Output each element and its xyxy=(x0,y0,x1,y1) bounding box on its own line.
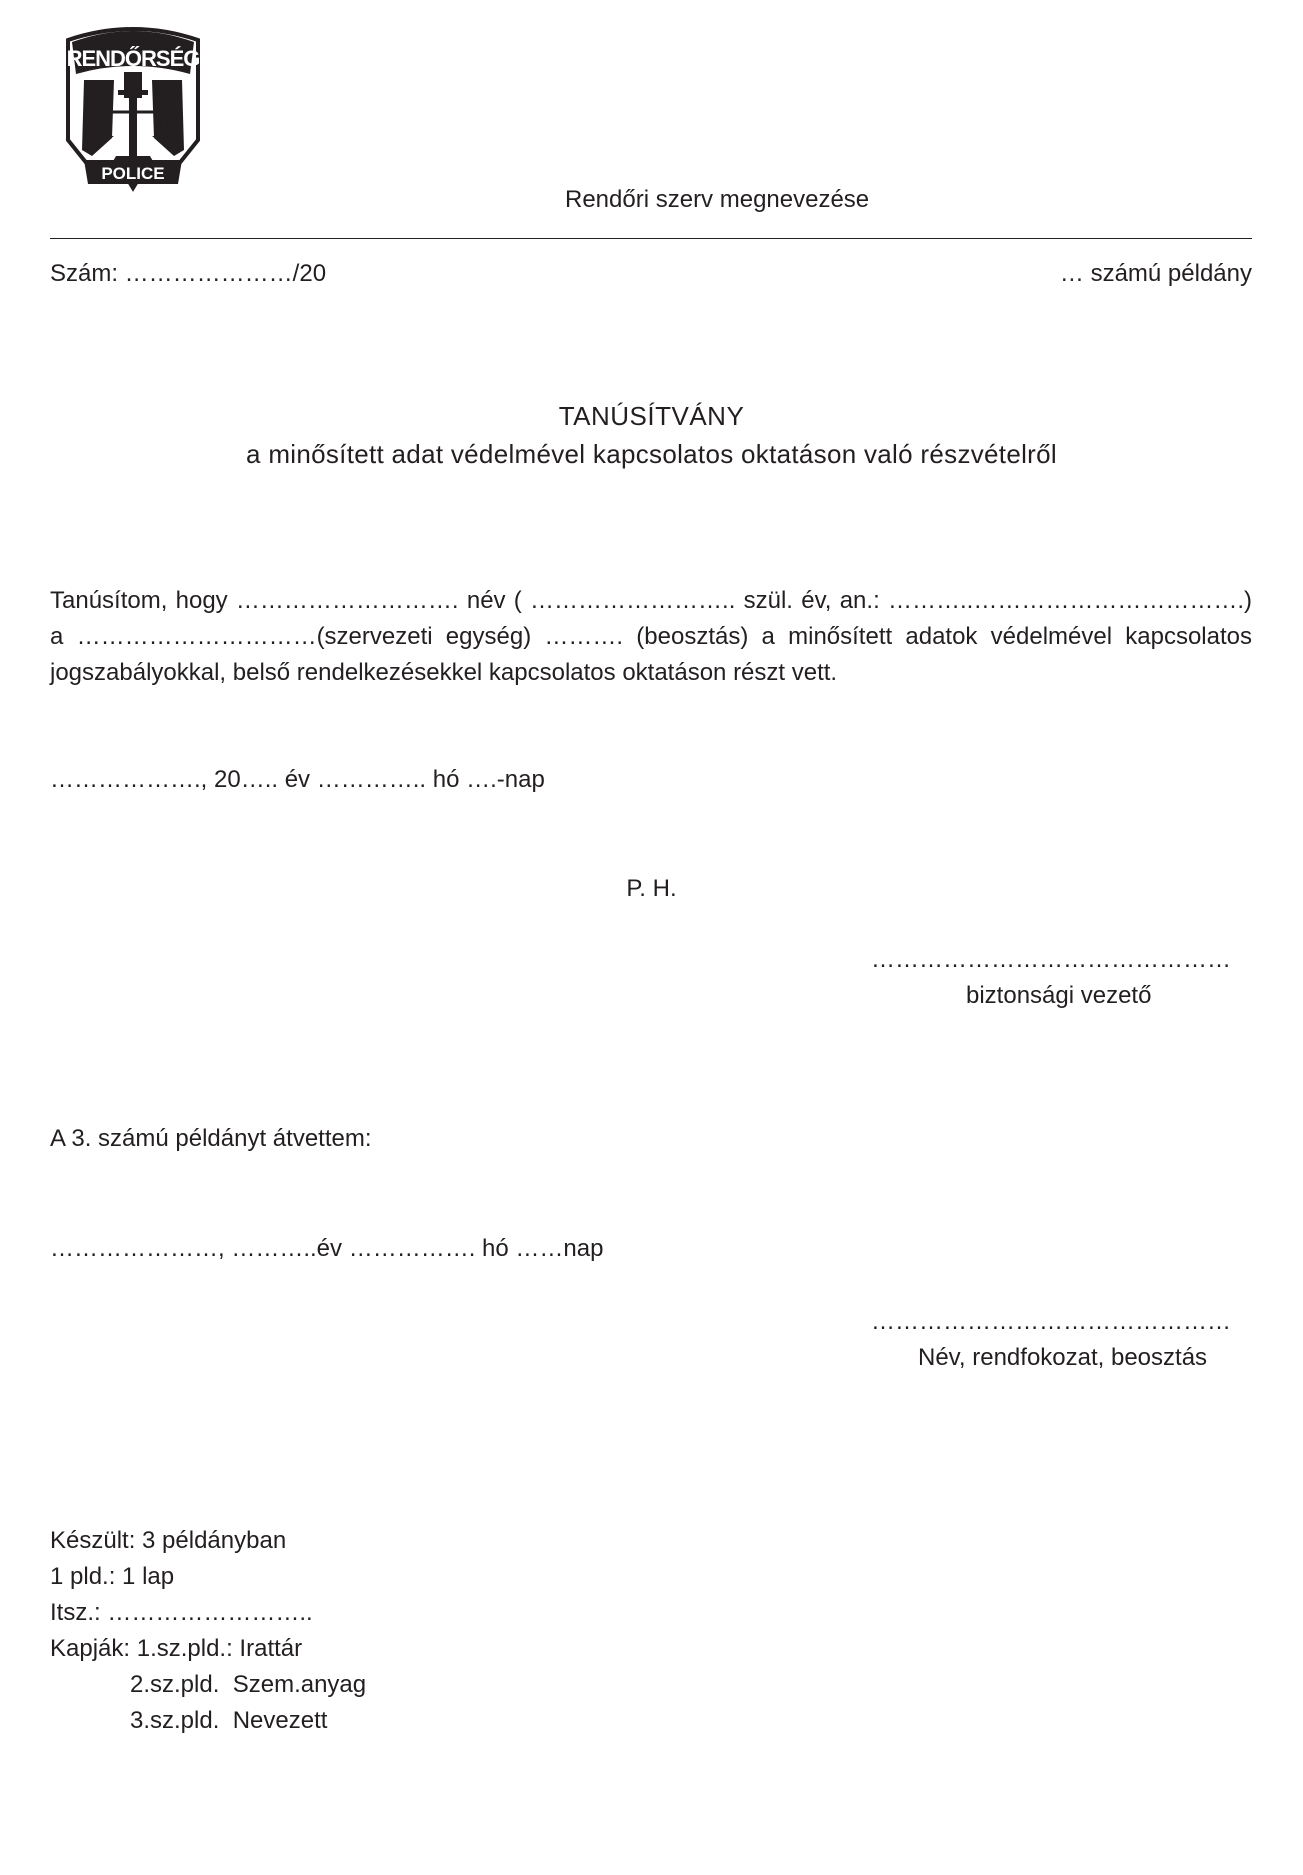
certificate-body xyxy=(50,583,1252,691)
receipt-text: A 3. számú példányt átvettem: xyxy=(50,1125,372,1152)
body-line: jogszabályokkal, belső rendelkezésekkel kapcsolatos oktatáson részt vett. xyxy=(50,659,838,686)
copies-made: Készült: 3 példányban xyxy=(50,1527,287,1554)
svg-text:RENDŐRSÉG: RENDŐRSÉG xyxy=(66,46,200,71)
file-reference: Itsz.: …………………….. xyxy=(50,1599,313,1626)
document-subtitle: a minősített adat védelmével kapcsolatos oktatáson való részvételről xyxy=(246,439,1057,469)
signature-line: ……………………………………… xyxy=(871,946,1231,973)
stamp-placeholder: P. H. xyxy=(626,875,677,902)
copy-number: … számú példány xyxy=(1059,260,1252,287)
issue-date-line: ………………., 20….. év ………….. hó ….-nap xyxy=(50,766,545,793)
document-number: Szám: …………………/20 xyxy=(50,260,327,287)
police-logo xyxy=(62,20,204,206)
body-line: a …………………………(szervezeti egység) ………. (beosztás) a minősített adatok védelmével kapcsolatos xyxy=(50,623,1252,650)
header-divider xyxy=(50,238,1252,239)
svg-text:POLICE: POLICE xyxy=(101,164,165,183)
signature-label: biztonsági vezető xyxy=(966,982,1152,1009)
recipient-item: 2.sz.pld. Szem.anyag xyxy=(130,1671,367,1698)
organization-name-placeholder: Rendőri szerv megnevezése xyxy=(565,186,870,213)
recipients-label: Kapják: 1.sz.pld.: Irattár xyxy=(50,1635,303,1662)
document-title: TANÚSÍTVÁNY xyxy=(558,401,745,431)
receipt-date-line: …………………, ………..év ……………. hó ……nap xyxy=(50,1235,604,1262)
distribution-footer xyxy=(50,1523,366,1739)
receipt-signature-line: ……………………………………… xyxy=(871,1308,1231,1335)
body-line: Tanúsítom, hogy ………………………. név ( …………………….. szül. év, an.: ………..…………………………….) xyxy=(50,587,1252,614)
recipient-item: 3.sz.pld. Nevezett xyxy=(130,1707,328,1734)
page-count: 1 pld.: 1 lap xyxy=(50,1563,175,1590)
receipt-signature-label: Név, rendfokozat, beosztás xyxy=(918,1344,1208,1371)
